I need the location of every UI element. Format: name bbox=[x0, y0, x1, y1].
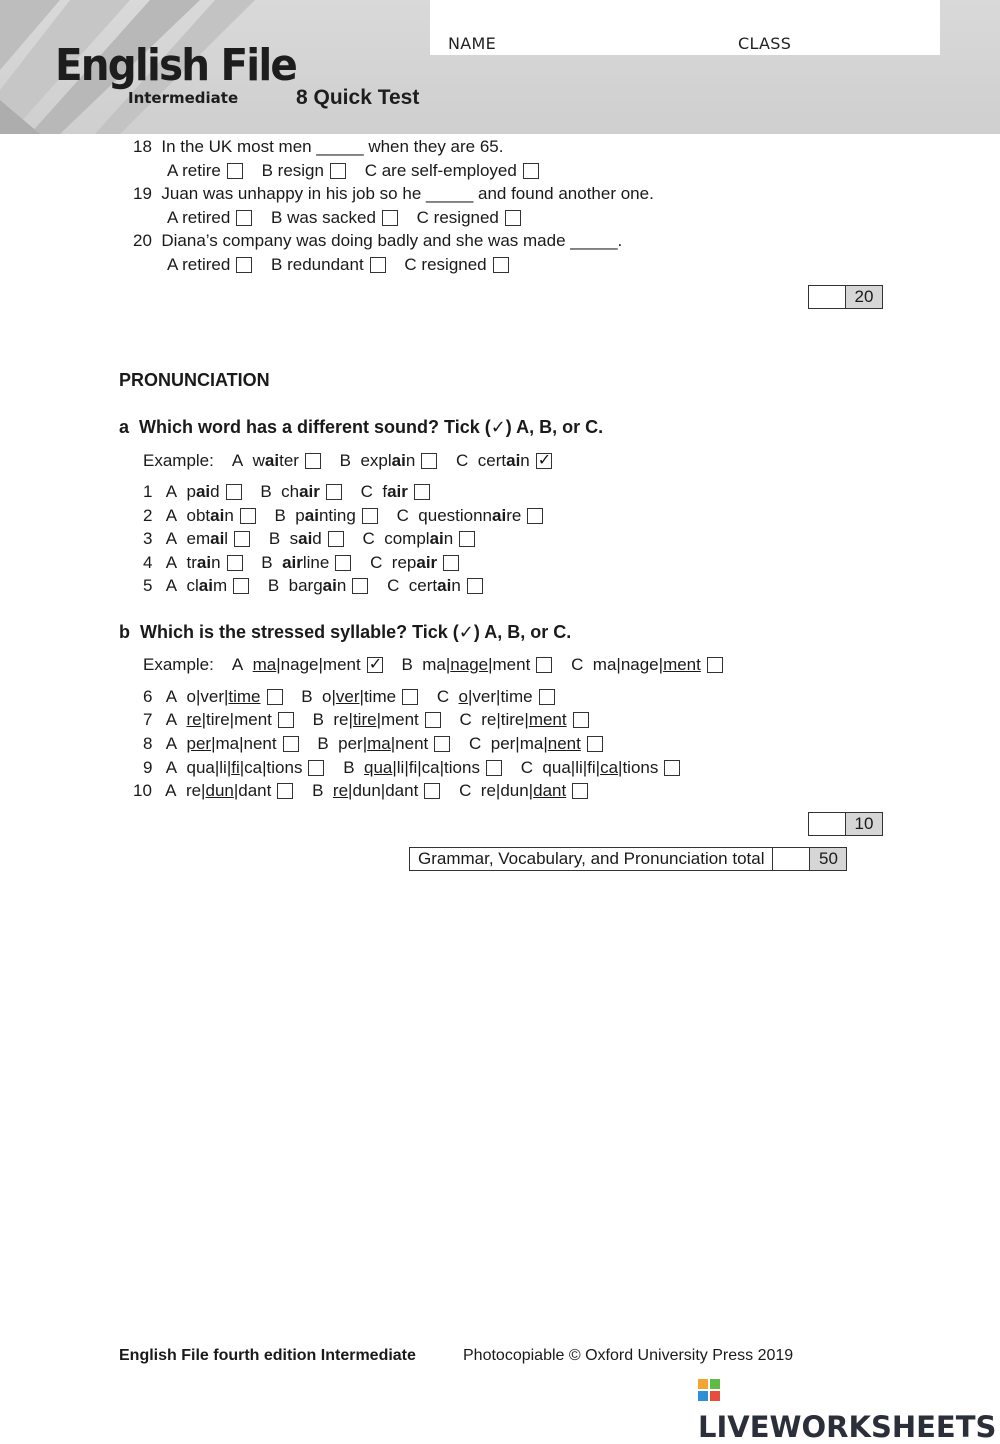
grand-total-value: 50 bbox=[810, 848, 846, 870]
name-label: NAME bbox=[448, 34, 497, 53]
score-input[interactable] bbox=[809, 286, 846, 308]
item-number: 10 bbox=[133, 781, 152, 800]
example-c: C certain bbox=[456, 451, 530, 470]
part-b-instruction bbox=[119, 622, 571, 643]
option-a-checkbox[interactable] bbox=[277, 783, 293, 799]
option-c-checkbox[interactable] bbox=[587, 736, 603, 752]
option-a-label: A qua|li|fi|ca|tions bbox=[165, 758, 303, 777]
option-c-label: C qua|li|fi|ca|tions bbox=[520, 758, 659, 777]
option-c-checkbox[interactable] bbox=[527, 508, 543, 524]
option-b-checkbox[interactable] bbox=[382, 210, 398, 226]
question-text: Juan was unhappy in his job so he _____ and found another one. bbox=[161, 184, 654, 203]
grand-total-box bbox=[409, 847, 847, 871]
option-b-checkbox[interactable] bbox=[402, 689, 418, 705]
question-18-options bbox=[167, 161, 553, 181]
option-b-label: B said bbox=[268, 529, 322, 548]
score-input[interactable] bbox=[809, 813, 846, 835]
option-b-label: B re|dun|dant bbox=[312, 781, 419, 800]
option-a-checkbox[interactable] bbox=[226, 484, 242, 500]
vocab-score-box bbox=[808, 285, 883, 309]
question-text: Diana’s company was doing badly and she was made _____. bbox=[161, 231, 623, 250]
example-a-checkbox bbox=[305, 453, 321, 469]
item-number: 9 bbox=[143, 758, 153, 777]
a-item-5 bbox=[143, 576, 497, 596]
item-number: 1 bbox=[143, 482, 153, 501]
question-text: In the UK most men _____ when they are 65. bbox=[161, 137, 504, 156]
option-a-label: A claim bbox=[165, 576, 228, 595]
option-b-label: B painting bbox=[274, 506, 356, 525]
part-letter: a bbox=[119, 417, 130, 437]
option-b-label: B re|tire|ment bbox=[312, 710, 419, 729]
page-title: 8 Quick Test bbox=[296, 86, 420, 109]
logo-subtitle: Intermediate bbox=[128, 89, 239, 107]
a-item-2 bbox=[143, 506, 557, 526]
option-b-checkbox[interactable] bbox=[335, 555, 351, 571]
option-a-checkbox[interactable] bbox=[308, 760, 324, 776]
option-c-checkbox[interactable] bbox=[443, 555, 459, 571]
option-a-label: A retired bbox=[167, 208, 231, 227]
option-a-label: A paid bbox=[165, 482, 220, 501]
question-number: 19 bbox=[133, 184, 152, 203]
option-c-checkbox[interactable] bbox=[664, 760, 680, 776]
a-item-3 bbox=[143, 529, 489, 549]
option-a-checkbox[interactable] bbox=[233, 578, 249, 594]
option-c-checkbox[interactable] bbox=[523, 163, 539, 179]
option-c-checkbox[interactable] bbox=[573, 712, 589, 728]
option-c-label: C certain bbox=[387, 576, 461, 595]
option-a-label: A train bbox=[165, 553, 221, 572]
option-b-checkbox[interactable] bbox=[434, 736, 450, 752]
item-number: 5 bbox=[143, 576, 153, 595]
example-a: A ma|nage|ment bbox=[231, 655, 361, 674]
option-b-label: B per|ma|nent bbox=[317, 734, 429, 753]
option-b-label: B resign bbox=[261, 161, 324, 180]
item-number: 2 bbox=[143, 506, 153, 525]
option-c-label: C re|dun|dant bbox=[459, 781, 567, 800]
option-b-checkbox[interactable] bbox=[330, 163, 346, 179]
example-b-checkbox bbox=[536, 657, 552, 673]
b-item-7 bbox=[143, 710, 603, 730]
option-a-label: A re|dun|dant bbox=[165, 781, 272, 800]
option-a-label: A retire bbox=[167, 161, 221, 180]
pronunciation-score-box bbox=[808, 812, 883, 836]
item-number: 3 bbox=[143, 529, 153, 548]
b-item-10 bbox=[133, 781, 602, 801]
option-c-checkbox[interactable] bbox=[467, 578, 483, 594]
liveworksheets-brand bbox=[698, 1376, 1000, 1444]
option-c-label: C complain bbox=[362, 529, 454, 548]
option-b-checkbox[interactable] bbox=[352, 578, 368, 594]
option-b-checkbox[interactable] bbox=[370, 257, 386, 273]
footer-copyright: Photocopiable © Oxford University Press 2019 bbox=[463, 1347, 794, 1364]
question-number: 20 bbox=[133, 231, 152, 250]
option-a-checkbox[interactable] bbox=[283, 736, 299, 752]
option-c-label: C resigned bbox=[404, 255, 487, 274]
a-item-4 bbox=[143, 553, 473, 573]
option-c-label: C fair bbox=[360, 482, 408, 501]
item-number: 7 bbox=[143, 710, 153, 729]
option-b-checkbox[interactable] bbox=[425, 712, 441, 728]
option-c-checkbox[interactable] bbox=[539, 689, 555, 705]
option-a-label: A o|ver|time bbox=[165, 687, 261, 706]
b-item-6 bbox=[143, 687, 569, 707]
option-c-label: C o|ver|time bbox=[436, 687, 533, 706]
option-a-checkbox[interactable] bbox=[236, 210, 252, 226]
option-c-checkbox[interactable] bbox=[493, 257, 509, 273]
option-a-label: A re|tire|ment bbox=[165, 710, 272, 729]
question-number: 18 bbox=[133, 137, 152, 156]
example-label: Example: bbox=[143, 655, 214, 674]
example-c: C ma|nage|ment bbox=[571, 655, 701, 674]
option-b-checkbox[interactable] bbox=[486, 760, 502, 776]
option-c-label: C re|tire|ment bbox=[459, 710, 567, 729]
option-a-checkbox[interactable] bbox=[236, 257, 252, 273]
option-a-label: A per|ma|nent bbox=[165, 734, 277, 753]
option-c-checkbox[interactable] bbox=[414, 484, 430, 500]
question-19 bbox=[133, 184, 654, 204]
option-b-label: B chair bbox=[260, 482, 320, 501]
option-b-label: B redundant bbox=[271, 255, 364, 274]
example-b: B ma|nage|ment bbox=[401, 655, 531, 674]
option-b-label: B qua|li|fi|ca|tions bbox=[343, 758, 480, 777]
option-c-checkbox[interactable] bbox=[505, 210, 521, 226]
item-number: 6 bbox=[143, 687, 153, 706]
option-b-checkbox[interactable] bbox=[328, 531, 344, 547]
a-item-1 bbox=[143, 482, 444, 502]
option-b-checkbox[interactable] bbox=[362, 508, 378, 524]
option-b-label: B bargain bbox=[267, 576, 347, 595]
option-a-label: A email bbox=[165, 529, 229, 548]
section-title: PRONUNCIATION bbox=[119, 370, 270, 390]
option-c-label: C resigned bbox=[416, 208, 499, 227]
option-a-label: A obtain bbox=[165, 506, 234, 525]
b-item-8 bbox=[143, 734, 617, 754]
grand-total-input[interactable] bbox=[773, 848, 810, 870]
option-c-label: C are self-employed bbox=[364, 161, 517, 180]
option-c-label: C repair bbox=[370, 553, 438, 572]
option-b-checkbox[interactable] bbox=[326, 484, 342, 500]
question-19-options bbox=[167, 208, 535, 228]
brand-text: LIVEWORKSHEETS bbox=[698, 1410, 997, 1444]
option-a-checkbox[interactable] bbox=[227, 163, 243, 179]
question-18 bbox=[133, 137, 503, 157]
option-c-label: C questionnaire bbox=[396, 506, 522, 525]
instruction-text: Which is the stressed syllable? Tick (✓) A, B, or C. bbox=[140, 622, 572, 642]
score-total: 20 bbox=[846, 286, 882, 308]
score-total: 10 bbox=[846, 813, 882, 835]
option-a-checkbox[interactable] bbox=[234, 531, 250, 547]
footer-edition: English File fourth edition Intermediate bbox=[119, 1347, 416, 1364]
option-a-label: A retired bbox=[167, 255, 231, 274]
option-a-checkbox[interactable] bbox=[267, 689, 283, 705]
class-label: CLASS bbox=[738, 34, 792, 53]
example-a-checkbox-ticked bbox=[367, 657, 383, 673]
part-a-example bbox=[143, 451, 566, 471]
page-header bbox=[0, 0, 1000, 134]
example-b: B explain bbox=[339, 451, 416, 470]
option-c-label: C per|ma|nent bbox=[469, 734, 581, 753]
option-a-checkbox[interactable] bbox=[227, 555, 243, 571]
b-item-9 bbox=[143, 758, 694, 778]
question-20 bbox=[133, 231, 622, 251]
option-b-checkbox[interactable] bbox=[424, 783, 440, 799]
example-label: Example: bbox=[143, 451, 214, 470]
item-number: 8 bbox=[143, 734, 153, 753]
option-b-label: B was sacked bbox=[271, 208, 376, 227]
liveworksheets-logo-icon bbox=[698, 1379, 722, 1403]
instruction-text: Which word has a different sound? Tick (✓) A, B, or C. bbox=[139, 417, 604, 437]
part-letter: b bbox=[119, 622, 130, 642]
question-20-options bbox=[167, 255, 523, 275]
option-c-checkbox[interactable] bbox=[459, 531, 475, 547]
option-c-checkbox[interactable] bbox=[572, 783, 588, 799]
name-class-box bbox=[430, 0, 940, 55]
option-b-label: B o|ver|time bbox=[301, 687, 397, 706]
example-c-checkbox bbox=[707, 657, 723, 673]
english-file-logo: English File bbox=[55, 40, 296, 91]
part-b-example bbox=[143, 655, 737, 675]
option-b-label: B airline bbox=[261, 553, 330, 572]
option-a-checkbox[interactable] bbox=[278, 712, 294, 728]
item-number: 4 bbox=[143, 553, 153, 572]
example-c-checkbox-ticked bbox=[536, 453, 552, 469]
example-b-checkbox bbox=[421, 453, 437, 469]
option-a-checkbox[interactable] bbox=[240, 508, 256, 524]
grand-total-label: Grammar, Vocabulary, and Pronunciation total bbox=[410, 848, 773, 870]
example-a: A waiter bbox=[231, 451, 299, 470]
part-a-instruction bbox=[119, 417, 603, 438]
